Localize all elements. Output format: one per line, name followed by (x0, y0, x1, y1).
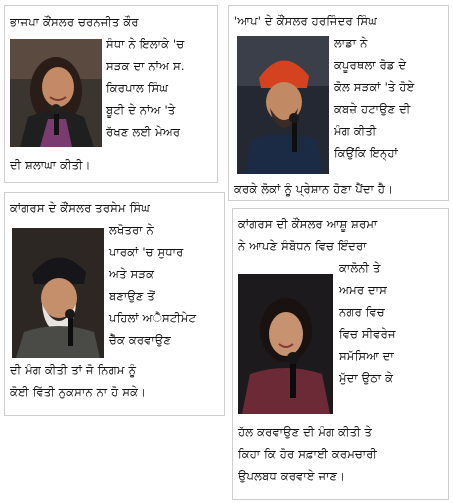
text-line: ਕਰਕੇ ਲੋਕਾਂ ਨੂੰ ਪ੍ਰੇਸ਼ਾਨ ਹੋਣਾ ਪੈਂਦਾ ਹੈ। (234, 182, 394, 196)
photo-harjinder-singh (237, 36, 329, 174)
text-line: ਨੇ ਆਪਣੇ ਸੰਬੋਧਨ ਵਿਚ ਇੰਦਰਾ (238, 239, 367, 253)
clip-text-wrapped (334, 32, 444, 164)
text-line: ਸੰਧਾ ਨੇ ਇਲਾਕੇ 'ਚ (106, 37, 185, 51)
news-clip-ashu-sharma (232, 208, 449, 500)
text-line: ਕਾਲੋਨੀ ਤੇ (339, 261, 381, 275)
clip-text (234, 10, 446, 32)
text-line: ਪਹਿਲਾਂ ਅੈਸਟੀਮੇਟ (109, 311, 197, 325)
text-line: ਕੋਲ ਸੜਕਾਂ 'ਤੇ ਹੋਏ (334, 80, 415, 94)
text-line: ਸੜਕ ਦਾ ਨਾਂਅ ਸ. (106, 59, 185, 73)
text-line: ਲਖੋਤਰਾ ਨੇ (109, 223, 154, 237)
photo-ashu-sharma (238, 274, 333, 414)
text-line: ਪਾਰਕਾਂ 'ਚ ਸੁਧਾਰ (109, 245, 184, 259)
text-line: ਦੀ ਮੰਗ ਕੀਤੀ ਤਾਂ ਜੋ ਨਿਗਮ ਨੂੰ (10, 363, 137, 377)
text-line: ਸਮੱਸਿਆ ਦਾ (339, 349, 394, 363)
clip-text-tail (10, 154, 214, 176)
clip-text-tail (238, 421, 446, 487)
clip-text (10, 11, 214, 33)
text-line: ਰੱਖਣ ਲਈ ਮੇਅਰ (106, 125, 181, 139)
news-clip-tarsem-singh (4, 192, 225, 416)
text-line: ਕੋਈ ਵਿੱਤੀ ਨੁਕਸਾਨ ਨਾ ਹੋ ਸਕੇ। (10, 385, 147, 399)
text-line: ਨਗਰ ਵਿਚ (339, 305, 385, 319)
clip-text (238, 213, 446, 257)
clip-text-tail (234, 178, 446, 200)
text-line: ਬੂਟੀ ਦੇ ਨਾਂਅ 'ਤੇ (106, 103, 176, 117)
clip-text-wrapped (109, 219, 221, 351)
text-line: ਕਿਹਾ ਕਿ ਹੋਰ ਸਫ਼ਾਈ ਕਰਮਚਾਰੀ (238, 447, 377, 461)
text-line: ਕਿਉਂਕਿ ਇਨ੍ਹਾਂ (334, 146, 398, 160)
text-line: ਹੱਲ ਕਰਵਾਉਣ ਦੀ ਮੰਗ ਕੀਤੀ ਤੇ (238, 425, 373, 439)
clip-text-wrapped (106, 33, 214, 143)
text-line: ਦੀ ਸ਼ਲਾਘਾ ਕੀਤੀ। (10, 158, 91, 172)
text-line: ਕਾਂਗਰਸ ਦੀ ਕੌਂਸਲਰ ਆਸ਼ੂ ਸ਼ਰਮਾ (238, 217, 378, 231)
text-line: ਮੰਗ ਕੀਤੀ (334, 124, 377, 138)
text-line: ਚੈੱਕ ਕਰਵਾਉਣ (109, 333, 172, 347)
text-line: 'ਆਪ' ਦੇ ਕੌਂਸਲਰ ਹਰਜਿੰਦਰ ਸਿੰਘ (234, 14, 377, 28)
text-line: ਕਿਰਪਾਲ ਸਿੰਘ (106, 81, 169, 95)
clip-text-tail (10, 359, 222, 403)
news-clip-harjinder-singh (228, 5, 449, 201)
photo-charanjit-kaur (10, 39, 102, 147)
text-line: ਭਾਜਪਾ ਕੌਂਸਲਰ ਚਰਨਜੀਤ ਕੌਰ (10, 15, 139, 29)
text-line: ਉਪਲਬਧ ਕਰਵਾਏ ਜਾਣ। (238, 469, 346, 483)
news-clip-charanjit-kaur (4, 5, 218, 183)
clip-text (10, 197, 222, 219)
text-line: ਕਬਜ਼ੇ ਹਟਾਉਣ ਦੀ (334, 102, 411, 116)
photo-tarsem-singh (12, 228, 104, 358)
clip-text-wrapped (339, 257, 443, 389)
text-line: ਲਾਡਾ ਨੇ (334, 36, 368, 50)
text-line: ਅਮਰ ਦਾਸ (339, 283, 388, 297)
text-line: ਬਣਾਉਣ ਤੋਂ (109, 289, 155, 303)
text-line: ਮੁੱਦਾ ਉਠਾ ਕੇ (339, 371, 394, 385)
text-line: ਵਿਚ ਸੀਵਰੇਜ (339, 327, 396, 341)
text-line: ਕਾਂਗਰਸ ਦੇ ਕੌਂਸਲਰ ਤਰਸੇਮ ਸਿੰਘ (10, 201, 150, 215)
text-line: ਕਪੂਰਥਲਾ ਰੋਡ ਦੇ (334, 58, 407, 72)
text-line: ਅਤੇ ਸੜਕ (109, 267, 155, 281)
